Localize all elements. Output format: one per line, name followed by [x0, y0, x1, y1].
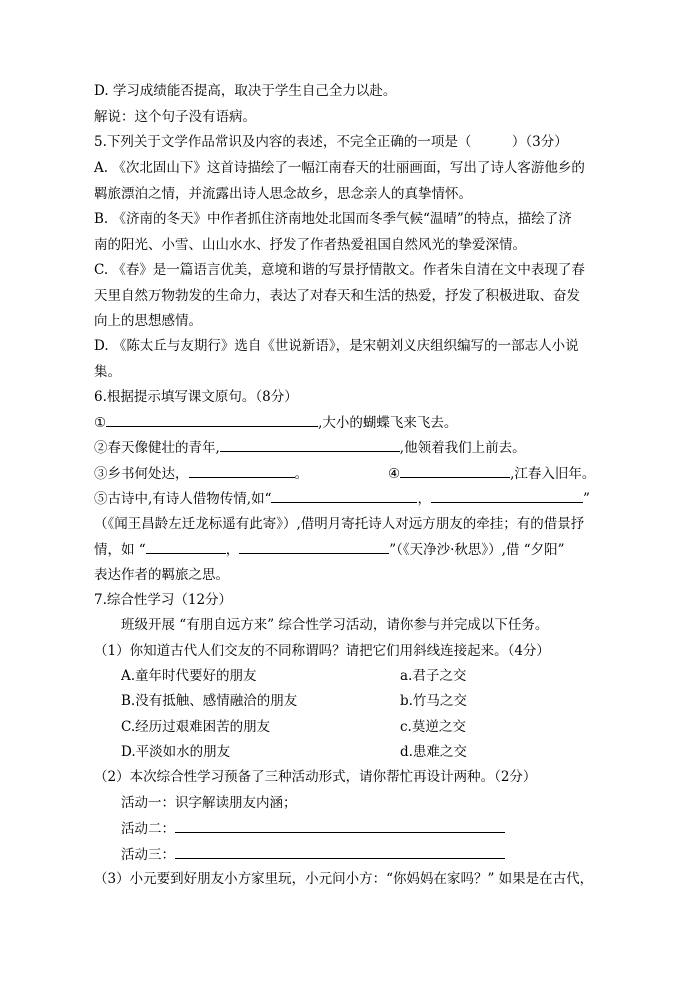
- q5-option-d-line2: 集。: [94, 364, 121, 380]
- q6-item-5-line3: 情，如 “ ， ”（《天净沙·秋思》）,借 “夕阳”: [94, 542, 565, 558]
- q5-option-d-line1: D. 《陈太丘与友期行》选自《世说新语》，是宋朝刘义庆组织编写的一部志人小说: [94, 338, 579, 354]
- q7-part1-stem: （1）你知道古代人们交友的不同称谓吗？请把它们用斜线连接起来。（4分）: [94, 643, 550, 659]
- match-left-a: A.童年时代要好的朋友: [121, 668, 257, 684]
- activity-3: 活动三：: [121, 845, 505, 864]
- match-right-d: d.患难之交: [400, 744, 467, 760]
- answer-blank-8[interactable]: [239, 540, 389, 554]
- activity-2: 活动二：: [121, 819, 505, 838]
- q6-item-2: ②春天像健壮的青年, ,他领着我们上前去。: [94, 440, 526, 456]
- answer-blank-7[interactable]: [146, 540, 226, 554]
- q5-option-c-line2: 天里自然万物勃发的生命力，表达了对春天和生活的热爱，抒发了积极进取、奋发: [94, 288, 580, 304]
- q6-item-3: ③乡书何处达， 。: [94, 466, 308, 482]
- q4-explanation: 解说：这个句子没有语病。: [94, 109, 256, 125]
- match-left-d: D.平淡如水的朋友: [121, 744, 231, 760]
- q5-option-b-line2: 南的阳光、小雪、山山水水、抒发了作者热爱祖国自然风光的挚爱深情。: [94, 237, 526, 253]
- q6-item-5: ⑤古诗中,有诗人借物传情,如“ ， ”: [94, 491, 590, 507]
- q6-stem: 6.根据提示填写课文原句。（8分）: [94, 389, 298, 405]
- q7-stem: 7.综合性学习（12分）: [94, 592, 233, 608]
- answer-blank-2[interactable]: [220, 438, 400, 452]
- match-left-b: B.没有抵触、感情融洽的朋友: [121, 693, 298, 709]
- answer-blank-5[interactable]: [271, 489, 417, 503]
- answer-blank-1[interactable]: [106, 413, 318, 427]
- q6-item-1: ① ,大小的蝴蝶飞来飞去。: [94, 415, 458, 431]
- q5-option-a-line1: A. 《次北固山下》这首诗描绘了一幅江南春天的壮丽画面，写出了诗人客游他乡的: [94, 160, 585, 176]
- match-left-c: C.经历过艰难困苦的朋友: [121, 719, 271, 735]
- q6-item-5-line2: （《闻王昌龄左迁龙标遥有此寄》）,借明月寄托诗人对远方朋友的牵挂；有的借景抒: [94, 516, 585, 532]
- activity-1: 活动一：识字解读朋友内涵；: [121, 795, 297, 811]
- q6-item-4: ④ ,江春入旧年。: [388, 466, 596, 482]
- q5-option-c-line3: 向上的思想感情。: [94, 313, 202, 329]
- match-right-a: a.君子之交: [400, 668, 467, 684]
- answer-blank-6[interactable]: [431, 489, 583, 503]
- q7-part2-stem: （2）本次综合性学习预备了三种活动形式，请你帮忙再设计两种。（2分）: [94, 769, 537, 785]
- q7-part3-stem: （3）小元要到好朋友小方家里玩，小元问小方：“你妈妈在家吗？” 如果是在古代，: [94, 871, 594, 887]
- match-right-b: b.竹马之交: [400, 693, 467, 709]
- activity-3-blank[interactable]: [175, 845, 505, 859]
- q4-option-d: D. 学习成绩能否提高，取决于学生自己全力以赴。: [94, 83, 397, 99]
- q5-option-c-line1: C. 《春》是一篇语言优美，意境和谐的写景抒情散文。作者朱自清在文中表现了春: [94, 262, 585, 278]
- q6-item-5-line4: 表达作者的羁旅之思。: [94, 567, 229, 583]
- q7-intro: 班级开展 “有朋自远方来” 综合性学习活动，请你参与并完成以下任务。: [121, 617, 549, 633]
- q5-stem: 5.下列关于文学作品常识及内容的表述，不完全正确的一项是（ ）（3分）: [94, 134, 568, 150]
- q5-option-a-line2: 羁旅漂泊之情，并流露出诗人思念故乡，思念亲人的真挚情怀。: [94, 186, 472, 202]
- match-right-c: c.莫逆之交: [400, 719, 466, 735]
- q5-option-b-line1: B. 《济南的冬天》中作者抓住济南地处北国而冬季气候“温晴”的特点，描绘了济: [94, 211, 572, 227]
- answer-blank-3[interactable]: [189, 464, 295, 478]
- answer-blank-4[interactable]: [400, 464, 510, 478]
- activity-2-blank[interactable]: [175, 819, 505, 833]
